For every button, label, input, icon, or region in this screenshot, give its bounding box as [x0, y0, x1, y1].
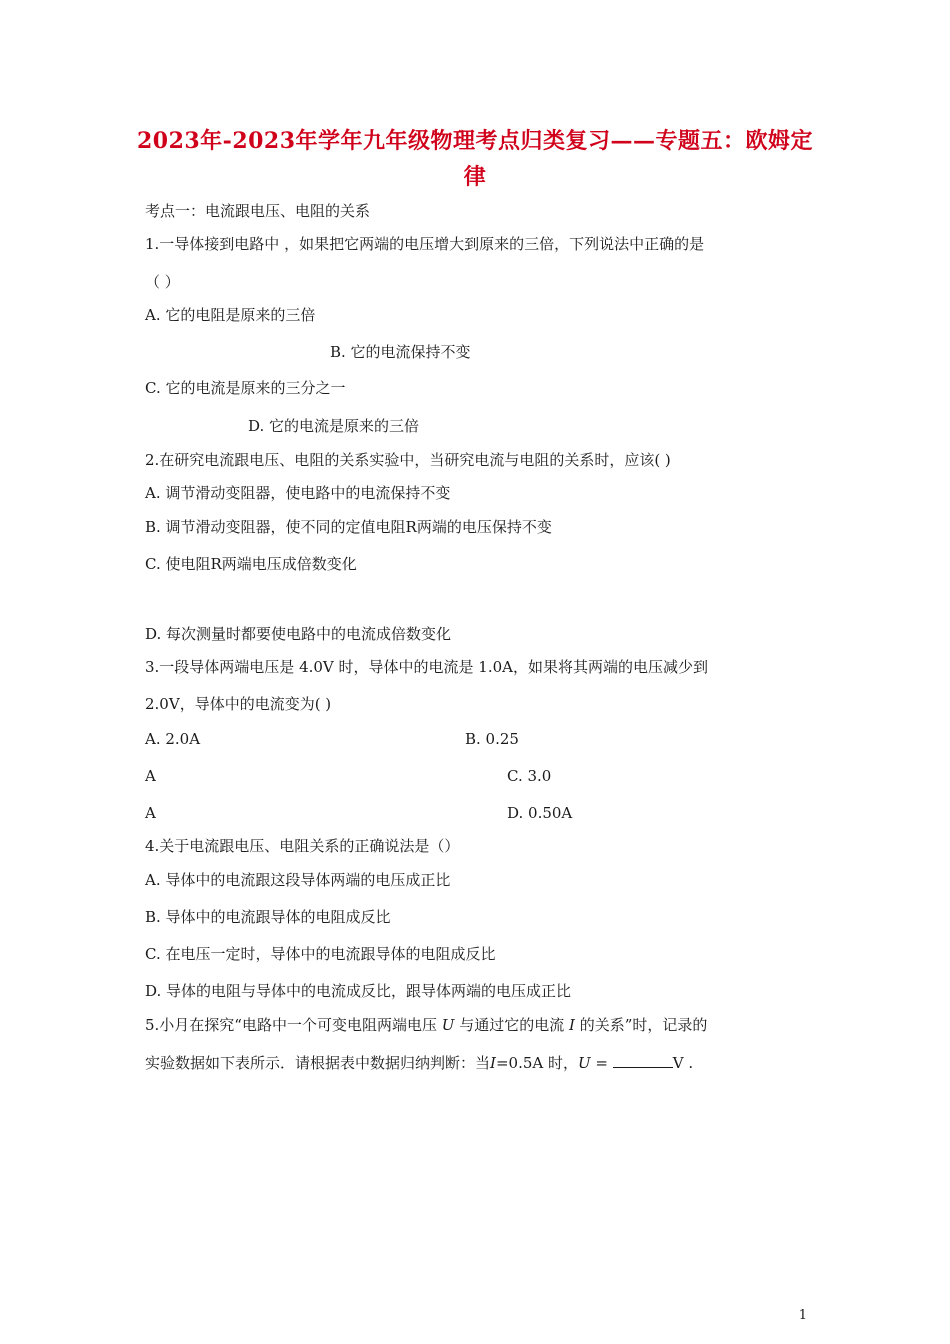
q1-stem: 1.一导体接到电路中 ，如果把它两端的电压增大到原来的三倍，下列说法中正确的是 [145, 235, 705, 253]
q2-option-a: A. 调节滑动变阻器，使电路中的电流保持不变 [145, 484, 451, 502]
q2-option-c: C. 使电阻R两端电压成倍数变化 [145, 555, 357, 573]
q5-var-i: I [569, 1016, 575, 1034]
q5-stem-line2 [145, 1053, 693, 1073]
q5-text-1c: 的关系”时，记录的 [579, 1016, 708, 1034]
q1-option-d: D. 它的电流是原来的三倍 [248, 417, 420, 435]
page-title-line1: 2023年-2023年学年九年级物理考点归类复习——专题五：欧姆定 [136, 128, 814, 154]
q3-unit-c: A [145, 804, 156, 822]
q4-stem: 4.关于电流跟电压、电阻关系的正确说法是（） [145, 837, 460, 855]
q1-option-a: A. 它的电阻是原来的三倍 [145, 306, 316, 324]
q5-var-i2: I [490, 1054, 496, 1072]
q5-text-2c: = [590, 1054, 613, 1072]
q3-option-d: D. 0.50A [507, 804, 573, 822]
q2-option-d: D. 每次测量时都要使电路中的电流成倍数变化 [145, 625, 452, 643]
q3-option-b: B. 0.25 [465, 730, 519, 748]
q4-option-a: A. 导体中的电流跟这段导体两端的电压成正比 [145, 871, 451, 889]
page-title-line2: 律 [463, 164, 487, 190]
q2-option-b: B. 调节滑动变阻器，使不同的定值电阻R两端的电压保持不变 [145, 518, 552, 536]
q4-option-c: C. 在电压一定时，导体中的电流跟导体的电阻成反比 [145, 945, 496, 963]
page-number: 1 [798, 1308, 807, 1323]
q5-text-2d: V . [672, 1054, 694, 1072]
q5-text-1a: 5.小月在探究“电路中一个可变电阻两端电压 [145, 1016, 437, 1034]
q3-unit-a: A [145, 767, 156, 785]
q5-var-u2: U [577, 1054, 591, 1072]
q3-option-c: C. 3.0 [507, 767, 552, 785]
q5-text-2a: 实验数据如下表所示．请根据表中数据归纳判断：当 [145, 1054, 491, 1072]
q3-stem-line1: 3.一段导体两端电压是 4.0V 时，导体中的电流是 1.0A，如果将其两端的电压减少到 [145, 658, 708, 676]
q2-stem: 2.在研究电流跟电压、电阻的关系实验中，当研究电流与电阻的关系时，应该( ) [145, 451, 671, 469]
q4-option-d: D. 导体的电阻与导体中的电流成反比，跟导体两端的电压成正比 [145, 982, 572, 1000]
q4-option-b: B. 导体中的电流跟导体的电阻成反比 [145, 908, 391, 926]
q5-stem-line1 [145, 1015, 707, 1035]
q1-paren: （ ） [145, 273, 180, 291]
q3-stem-line2: 2.0V，导体中的电流变为( ) [145, 695, 332, 713]
q5-answer-blank[interactable] [613, 1053, 673, 1068]
q5-text-1b: 与通过它的电流 [459, 1016, 565, 1034]
q1-option-b: B. 它的电流保持不变 [330, 343, 471, 361]
section-heading: 考点一：电流跟电压、电阻的关系 [145, 202, 371, 220]
q3-option-a: A. 2.0A [145, 730, 201, 748]
q5-var-u: U [441, 1016, 455, 1034]
q1-option-c: C. 它的电流是原来的三分之一 [145, 379, 346, 397]
q5-text-2b: =0.5A 时， [495, 1054, 578, 1072]
